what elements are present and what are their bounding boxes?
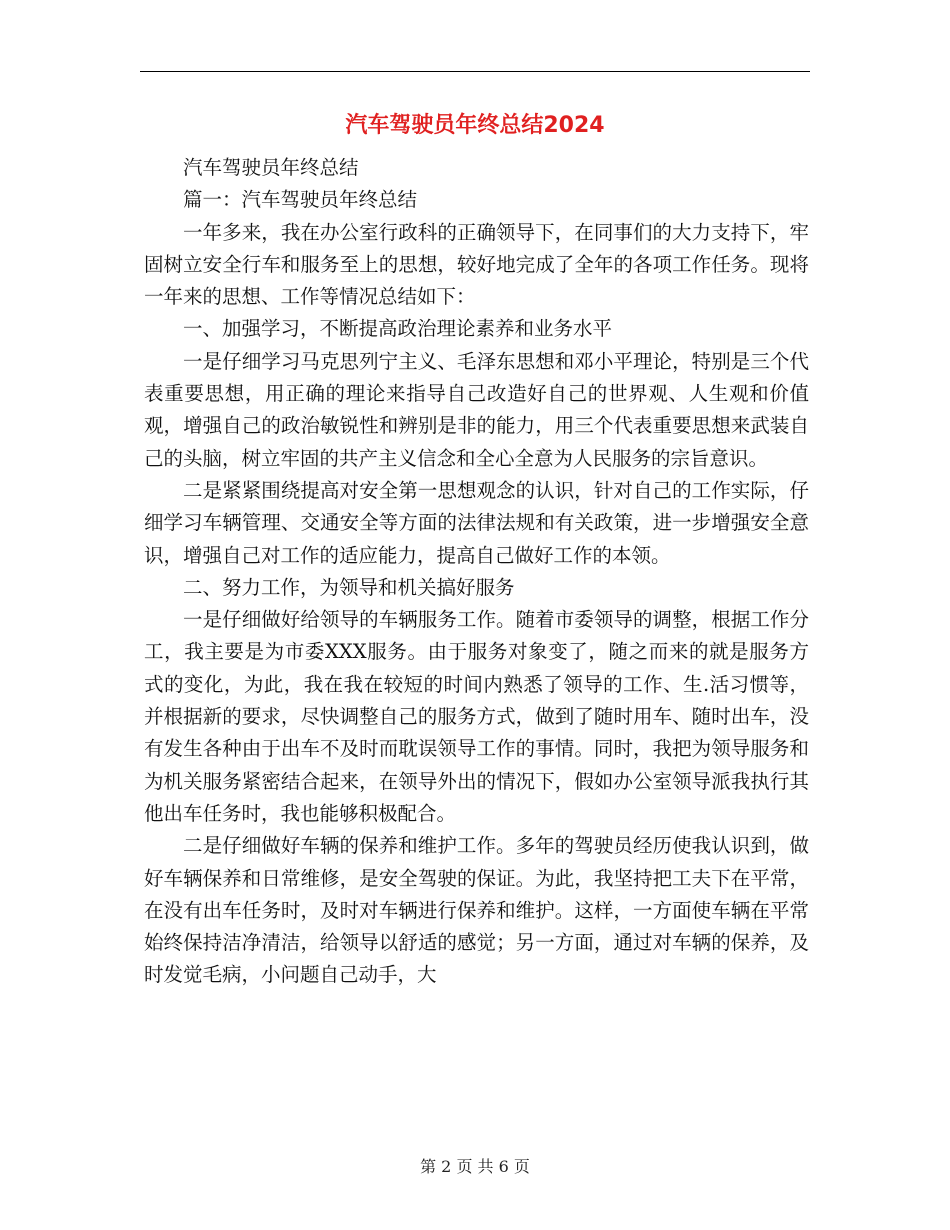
section-heading: 二、努力工作，为领导和机关搞好服务: [183, 575, 515, 599]
document-body: [144, 152, 809, 992]
header-rule: [140, 71, 810, 72]
paragraph: 一是仔细做好给领导的车辆服务工作。随着市委领导的调整，根据工作分工，我主要是为市委XXX服务。由于服务对象变了，随之而来的就是服务方式的变化，为此，我在我在较短的时间内熟悉了领导的工作、生.活习惯等，并根据新的要求，尽快调整自己的服务方式，做到了随时用车、随时出车，没有发生各种由于出车不及时而耽误领导工作的事情。同时，我把为领导服务和为机关服务紧密结合起来，在领导外出的情况下，假如办公室领导派我执行其他出车任务时，我也能够积极配合。: [144, 608, 809, 825]
paragraph: 汽车驾驶员年终总结: [183, 156, 359, 179]
paragraph: 一是仔细学习马克思列宁主义、毛泽东思想和邓小平理论，特别是三个代表重要思想，用正确的理论来指导自己改造好自己的世界观、人生观和价值观，增强自己的政治敏锐性和辨别是非的能力，用三个代表重要思想来武装自己的头脑，树立牢固的共产主义信念和全心全意为人民服务的宗旨意识。: [144, 349, 809, 470]
paragraph: 二是紧紧围绕提高对安全第一思想观念的认识，针对自己的工作实际，仔细学习车辆管理、交通安全等方面的法律法规和有关政策，进一步增强安全意识，增强自己对工作的适应能力，提高自己做好工作的本领。: [144, 478, 809, 567]
section-heading: 一、加强学习，不断提高政治理论素养和业务水平: [183, 317, 613, 341]
page-number: 第 2 页 共 6 页: [420, 1157, 530, 1176]
paragraph: 篇一：汽车驾驶员年终总结: [183, 188, 418, 212]
paragraph: 二是仔细做好车辆的保养和维护工作。多年的驾驶员经历使我认识到，做好车辆保养和日常维修，是安全驾驶的保证。为此，我坚持把工夫下在平常，在没有出车任务时，及时对车辆进行保养和维护。这样，一方面使车辆在平常始终保持洁净清洁，给领导以舒适的感觉；另一方面，通过对车辆的保养，及时发觉毛病，小问题自己动手，大: [144, 834, 809, 987]
document-title: 汽车驾驶员年终总结2024: [345, 113, 605, 138]
page-footer: [0, 1154, 950, 1177]
paragraph: 一年多来，我在办公室行政科的正确领导下，在同事们的大力支持下，牢固树立安全行车和服务至上的思想，较好地完成了全年的各项工作任务。现将一年来的思想、工作等情况总结如下：: [144, 220, 809, 309]
